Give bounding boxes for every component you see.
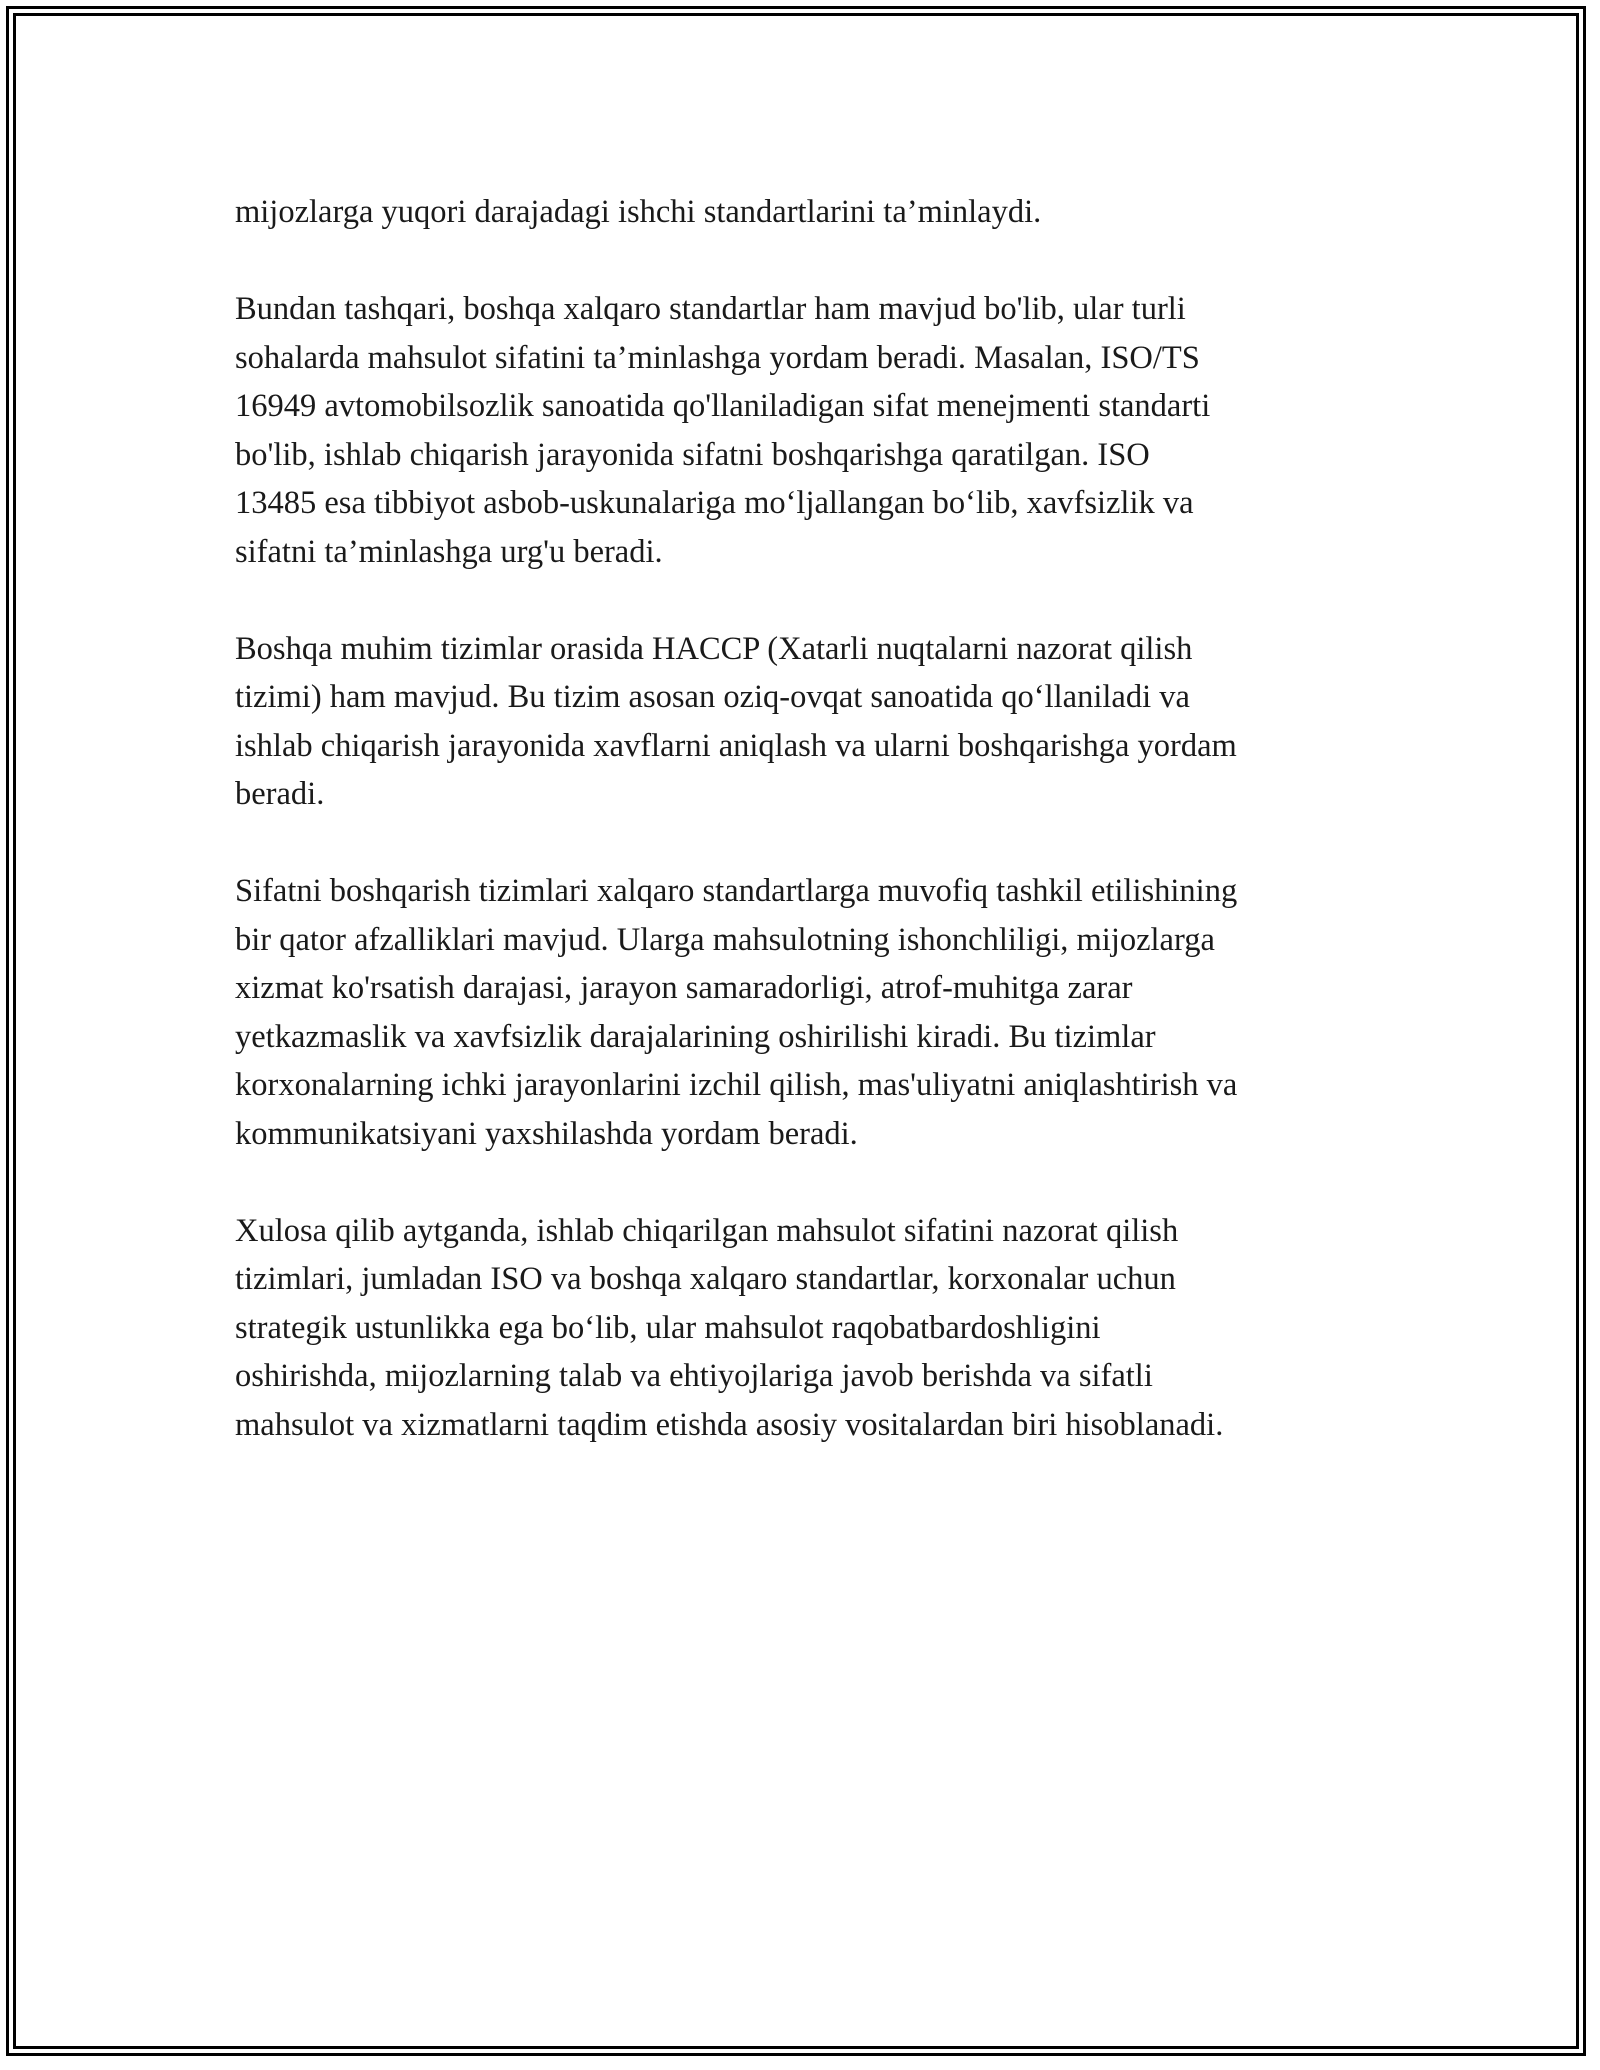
- text-line: yetkazmaslik va xavfsizlik darajalarining oshirilishi kiradi. Bu tizimlar: [235, 1018, 1156, 1055]
- text-line: bir qator afzalliklari mavjud. Ularga mahsulotning ishonchliligi, mijozlarga: [235, 921, 1215, 958]
- text-line: sohalarda mahsulot sifatini ta’minlashga yordam beradi. Masalan, ISO/TS: [235, 339, 1200, 376]
- text-line: kommunikatsiyani yaxshilashda yordam beradi.: [235, 1115, 858, 1152]
- paragraph-1: [235, 188, 1375, 237]
- paragraph-3: [235, 625, 1375, 819]
- text-line: bo'lib, ishlab chiqarish jarayonida sifatni boshqarishga qaratilgan. ISO: [235, 436, 1150, 473]
- text-line: oshirishda, mijozlarning talab va ehtiyojlariga javob berishda va sifatli: [235, 1358, 1153, 1394]
- paragraph-5: [235, 1207, 1375, 1450]
- text-line: korxonalarning ichki jarayonlarini izchil qilish, mas'uliyatni aniqlashtirish va: [235, 1067, 1238, 1103]
- text-line: xizmat ko'rsatish darajasi, jarayon samaradorligi, atrof-muhitga zarar: [235, 970, 1133, 1006]
- text-line: sifatni ta’minlashga urg'u beradi.: [235, 533, 663, 570]
- text-line: ishlab chiqarish jarayonida xavflarni aniqlash va ularni boshqarishga yordam: [235, 727, 1237, 764]
- text-line: Xulosa qilib aytganda, ishlab chiqarilgan mahsulot sifatini nazorat qilish: [235, 1212, 1179, 1249]
- text-line: 16949 avtomobilsozlik sanoatida qo'llaniladigan sifat menejmenti standarti: [235, 388, 1211, 424]
- text-line: Boshqa muhim tizimlar orasida HACCP (Xatarli nuqtalarni nazorat qilish: [235, 630, 1193, 667]
- text-line: 13485 esa tibbiyot asbob-uskunalariga mo‘ljallangan bo‘lib, xavfsizlik va: [235, 485, 1194, 521]
- text-line: tizimlari, jumladan ISO va boshqa xalqaro standartlar, korxonalar uchun: [235, 1261, 1176, 1297]
- text-line: beradi.: [235, 776, 325, 812]
- text-line: Sifatni boshqarish tizimlari xalqaro standartlarga muvofiq tashkil etilishining: [235, 873, 1238, 909]
- paragraph-4: [235, 867, 1375, 1158]
- text-line: strategik ustunlikka ega bo‘lib, ular mahsulot raqobatbardoshligini: [235, 1309, 1101, 1346]
- text-line: mijozlarga yuqori darajadagi ishchi standartlarini ta’minlaydi.: [235, 194, 1042, 230]
- text-line: mahsulot va xizmatlarni taqdim etishda asosiy vositalardan biri hisoblanadi.: [235, 1406, 1224, 1443]
- text-line: tizimi) ham mavjud. Bu tizim asosan oziq-ovqat sanoatida qo‘llaniladi va: [235, 679, 1190, 715]
- paragraph-2: [235, 285, 1375, 576]
- text-line: Bundan tashqari, boshqa xalqaro standartlar ham mavjud bo'lib, ular turli: [235, 291, 1186, 327]
- document-body: [235, 188, 1375, 1449]
